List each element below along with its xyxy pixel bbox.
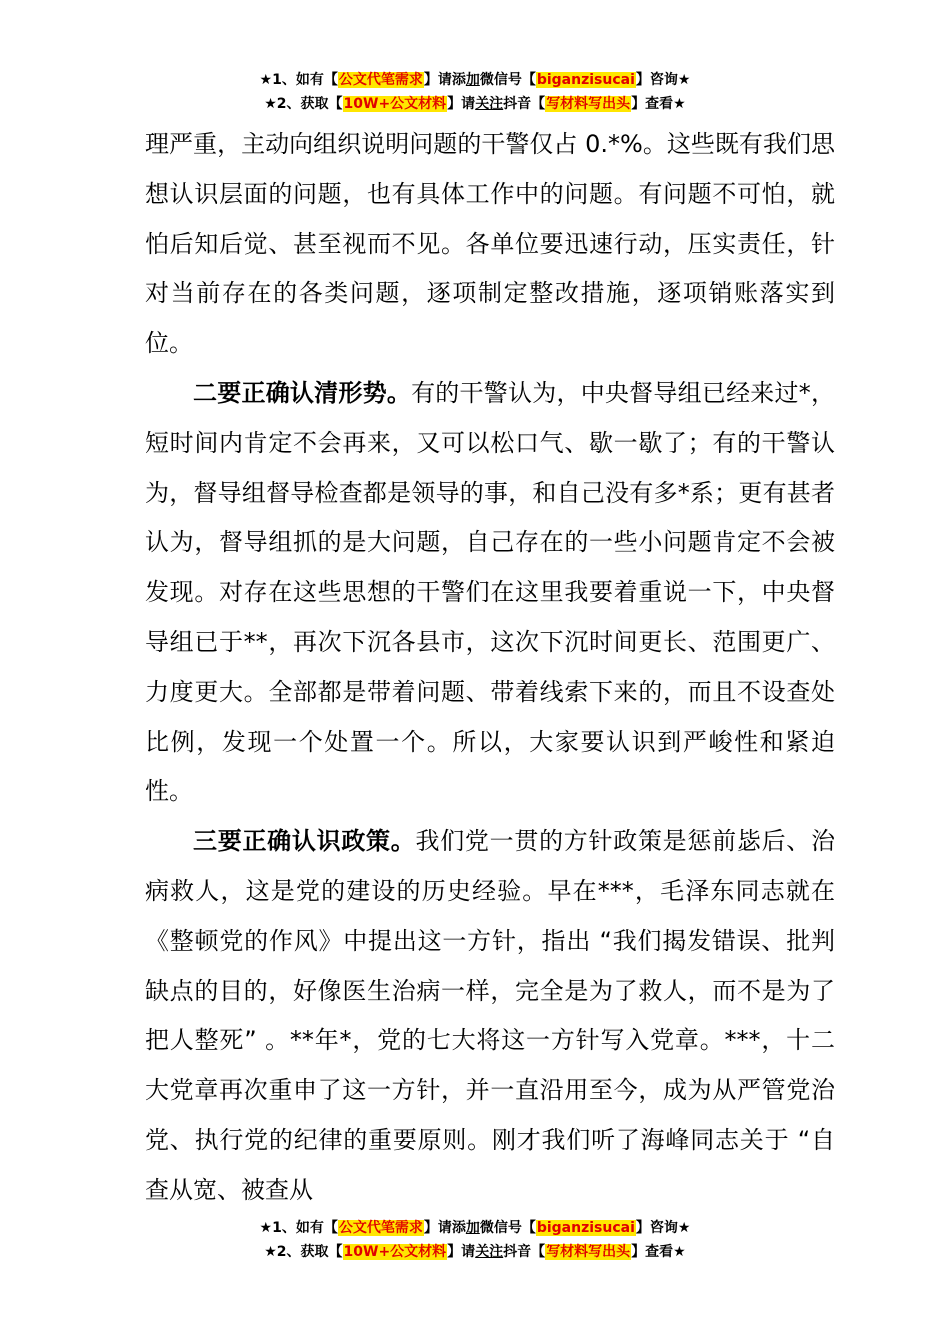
document-body [145, 120, 835, 1216]
footer-line-1: ★1、如有【公文代笔需求】请添加微信号【biganzisucai】咨询★ [259, 1220, 691, 1236]
highlight-service: 公文代笔需求 [338, 1220, 423, 1236]
highlight-service: 公文代笔需求 [338, 72, 423, 88]
footer-banner [0, 1216, 950, 1264]
footer-line-2: ★2、获取【10W+公文材料】请关注抖音【写材料写出头】查看★ [264, 1244, 686, 1260]
paragraph-3 [145, 817, 835, 1215]
header-line-1: ★1、如有【公文代笔需求】请添加微信号【biganzisucai】咨询★ [259, 72, 691, 88]
header-banner [0, 68, 950, 116]
highlight-douyin-account: 写材料写出头 [546, 1244, 631, 1260]
paragraph-2-lead: 二要正确认清形势。 [193, 378, 412, 407]
paragraph-3-lead: 三要正确认识政策。 [193, 827, 416, 856]
paragraph-2 [145, 369, 835, 817]
highlight-douyin-account: 写材料写出头 [546, 96, 631, 112]
paragraph-1: 理严重，主动向组织说明问题的干警仅占 0.*%。这些既有我们思想认识层面的问题，也有具体工作中的问题。有问题不可怕，就怕后知后觉、甚至视而不见。各单位要迅速行动，压实责任，针对当前存在的各类问题，逐项制定整改措施，逐项销账落实到位。 [145, 130, 835, 358]
paragraph-2-text: 有的干警认为，中央督导组已经来过*，短时间内肯定不会再来，又可以松口气、歇一歇了；有的干警认为，督导组督导检查都是领导的事，和自己没有多*系；更有甚者认为，督导组抓的是大问题，自己存在的一些小问题肯定不会被发现。对存在这些思想的干警们在这里我要着重说一下，中央督导组已于**，再次下沉各县市，这次下沉时间更长、范围更广、力度更大。全部都是带着问题、带着线索下来的，而且不设查处比例，发现一个处置一个。所以，大家要认识到严峻性和紧迫性。 [145, 378, 835, 806]
highlight-materials: 10W+公文材料 [343, 96, 447, 112]
highlight-wechat-id: biganzisucai [536, 72, 635, 88]
highlight-wechat-id: biganzisucai [536, 1220, 635, 1236]
header-line-2: ★2、获取【10W+公文材料】请关注抖音【写材料写出头】查看★ [264, 96, 686, 112]
paragraph-3-text: 我们党一贯的方针政策是惩前毖后、治病救人，这是党的建设的历史经验。早在***，毛泽东同志就在《整顿党的作风》中提出这一方针，指出 “我们揭发错误、批判缺点的目的，好像医生治病一样，完全是为了救人，而不是为了把人整死” 。**年*，党的七大将这一方针写入党章。***，十二大党章再次重申了这一方针，并一直沿用至今，成为从严管党治党、执行党的纪律的重要原则。刚才我们听了海峰同志关于 “自查从宽、被查从 [145, 827, 836, 1204]
highlight-materials: 10W+公文材料 [343, 1244, 447, 1260]
